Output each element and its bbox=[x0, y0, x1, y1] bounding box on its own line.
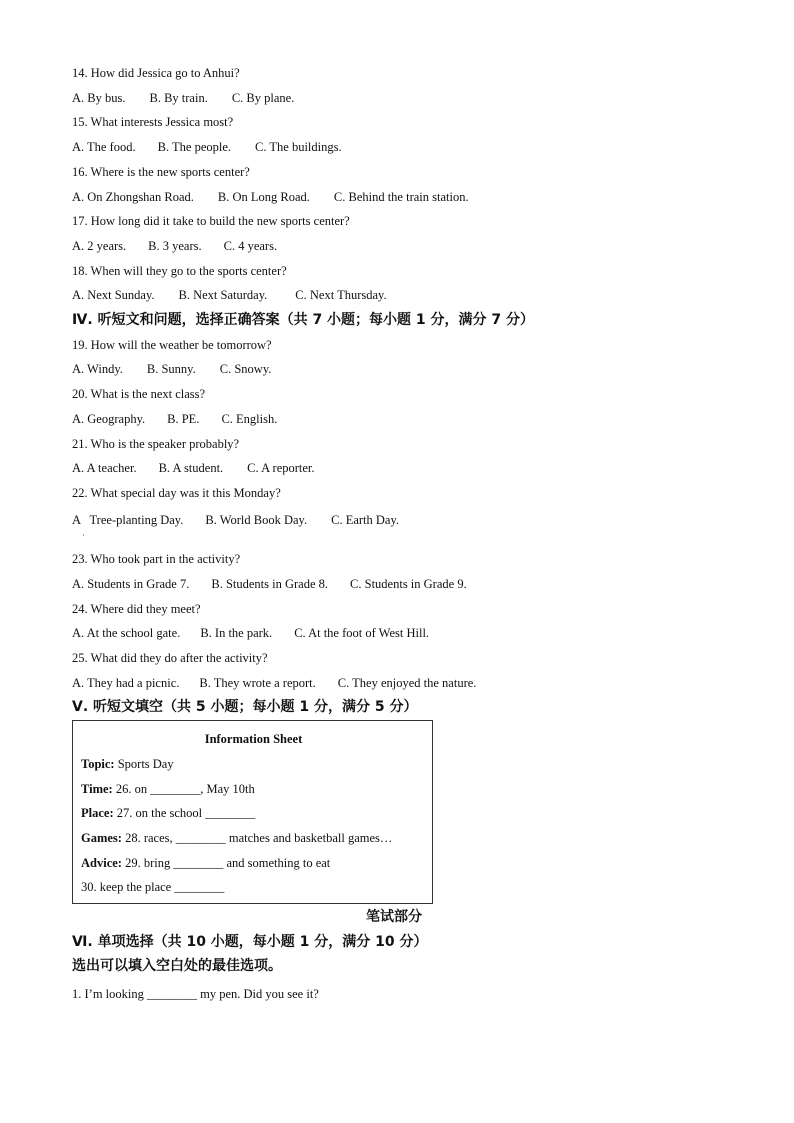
option-a: A. At the school gate. bbox=[72, 626, 181, 640]
option-b: B. On Long Road. bbox=[217, 190, 310, 204]
question-15: 15. What interests Jessica most? bbox=[72, 115, 234, 129]
topic-row bbox=[81, 756, 174, 772]
option-b: B. Next Saturday. bbox=[178, 288, 268, 302]
question-17: 17. How long did it take to build the new sports center? bbox=[72, 214, 350, 228]
option-b: B. A student. bbox=[158, 461, 224, 475]
option-c: C. At the foot of West Hill. bbox=[294, 626, 430, 640]
games-value: 28. races, ________ matches and basketball games… bbox=[121, 831, 393, 845]
question-24: 24. Where did they meet? bbox=[72, 602, 201, 616]
time-label: Time: bbox=[81, 782, 113, 796]
option-c: C. They enjoyed the nature. bbox=[337, 676, 477, 690]
option-b: B. 3 years. bbox=[148, 239, 202, 253]
options-23 bbox=[72, 576, 467, 592]
topic-value: Sports Day bbox=[114, 757, 174, 771]
option-c: C. Earth Day. bbox=[331, 513, 400, 527]
time-row bbox=[81, 781, 255, 797]
options-19 bbox=[72, 361, 271, 377]
option-b: B. Students in Grade 8. bbox=[211, 577, 329, 591]
option-b: B. World Book Day. bbox=[205, 513, 308, 527]
keep-place-row: 30. keep the place ________ bbox=[81, 880, 225, 894]
option-a: A. They had a picnic. bbox=[72, 676, 180, 690]
question-22: 22. What special day was it this Monday? bbox=[72, 486, 281, 500]
option-b: B. By train. bbox=[149, 91, 208, 105]
option-b: B. PE. bbox=[167, 412, 200, 426]
place-value: 27. on the school ________ bbox=[113, 806, 256, 820]
option-a: A. The food. bbox=[72, 140, 136, 154]
option-a: A Tree-planting Day. bbox=[72, 513, 184, 527]
option-c: C. By plane. bbox=[231, 91, 295, 105]
question-18: 18. When will they go to the sports center? bbox=[72, 264, 287, 278]
stray-dot: · bbox=[82, 531, 85, 540]
option-c: C. English. bbox=[221, 412, 278, 426]
section-6-title: Ⅵ. 单项选择（共 10 小题，每小题 1 分，满分 10 分） bbox=[72, 934, 428, 950]
section-5-title: Ⅴ. 听短文填空（共 5 小题；每小题 1 分，满分 5 分） bbox=[72, 699, 418, 715]
advice-value: 29. bring ________ and something to eat bbox=[121, 856, 331, 870]
options-24 bbox=[72, 625, 429, 641]
games-label: Games: bbox=[81, 831, 122, 845]
option-c: C. Students in Grade 9. bbox=[350, 577, 467, 591]
question-14: 14. How did Jessica go to Anhui? bbox=[72, 66, 240, 80]
options-17 bbox=[72, 238, 277, 254]
option-c: C. The buildings. bbox=[255, 140, 342, 154]
question-25: 25. What did they do after the activity? bbox=[72, 651, 268, 665]
question-16: 16. Where is the new sports center? bbox=[72, 165, 250, 179]
question-1: 1. I’m looking ________ my pen. Did you see it? bbox=[72, 987, 319, 1001]
options-25 bbox=[72, 675, 476, 691]
option-c: C. Snowy. bbox=[219, 362, 272, 376]
advice-row bbox=[81, 855, 330, 871]
options-22 bbox=[72, 512, 399, 528]
options-15 bbox=[72, 139, 342, 155]
option-a: A. Windy. bbox=[72, 362, 123, 376]
options-20 bbox=[72, 411, 277, 427]
option-b: B. The people. bbox=[157, 140, 232, 154]
option-a: A. 2 years. bbox=[72, 239, 127, 253]
option-c: C. Next Thursday. bbox=[295, 288, 387, 302]
options-14 bbox=[72, 90, 294, 106]
section-4-title: Ⅳ. 听短文和问题，选择正确答案（共 7 小题；每小题 1 分，满分 7 分） bbox=[72, 312, 535, 328]
time-value: 26. on ________, May 10th bbox=[112, 782, 255, 796]
advice-label: Advice: bbox=[81, 856, 122, 870]
question-23: 23. Who took part in the activity? bbox=[72, 552, 241, 566]
games-row bbox=[81, 830, 392, 846]
information-sheet-title: Information Sheet bbox=[204, 732, 303, 746]
options-21 bbox=[72, 460, 315, 476]
option-a: A. A teacher. bbox=[72, 461, 137, 475]
option-b: B. They wrote a report. bbox=[199, 676, 316, 690]
written-part-label: 笔试部分 bbox=[366, 909, 422, 925]
question-21: 21. Who is the speaker probably? bbox=[72, 437, 240, 451]
option-c: C. Behind the train station. bbox=[333, 190, 469, 204]
option-b: B. In the park. bbox=[200, 626, 273, 640]
information-sheet bbox=[72, 720, 433, 904]
options-16 bbox=[72, 189, 469, 205]
option-a: A. Geography. bbox=[72, 412, 146, 426]
question-19: 19. How will the weather be tomorrow? bbox=[72, 338, 272, 352]
option-a: A. Next Sunday. bbox=[72, 288, 155, 302]
option-c: C. A reporter. bbox=[247, 461, 315, 475]
option-b: B. Sunny. bbox=[146, 362, 196, 376]
option-a: A. By bus. bbox=[72, 91, 126, 105]
place-label: Place: bbox=[81, 806, 114, 820]
option-c: C. 4 years. bbox=[223, 239, 278, 253]
option-a: A. Students in Grade 7. bbox=[72, 577, 190, 591]
section-6-instruction: 选出可以填入空白处的最佳选项。 bbox=[72, 958, 282, 974]
option-a: A. On Zhongshan Road. bbox=[72, 190, 194, 204]
options-18 bbox=[72, 287, 387, 303]
question-20: 20. What is the next class? bbox=[72, 387, 206, 401]
topic-label: Topic: bbox=[81, 757, 115, 771]
place-row bbox=[81, 805, 255, 821]
